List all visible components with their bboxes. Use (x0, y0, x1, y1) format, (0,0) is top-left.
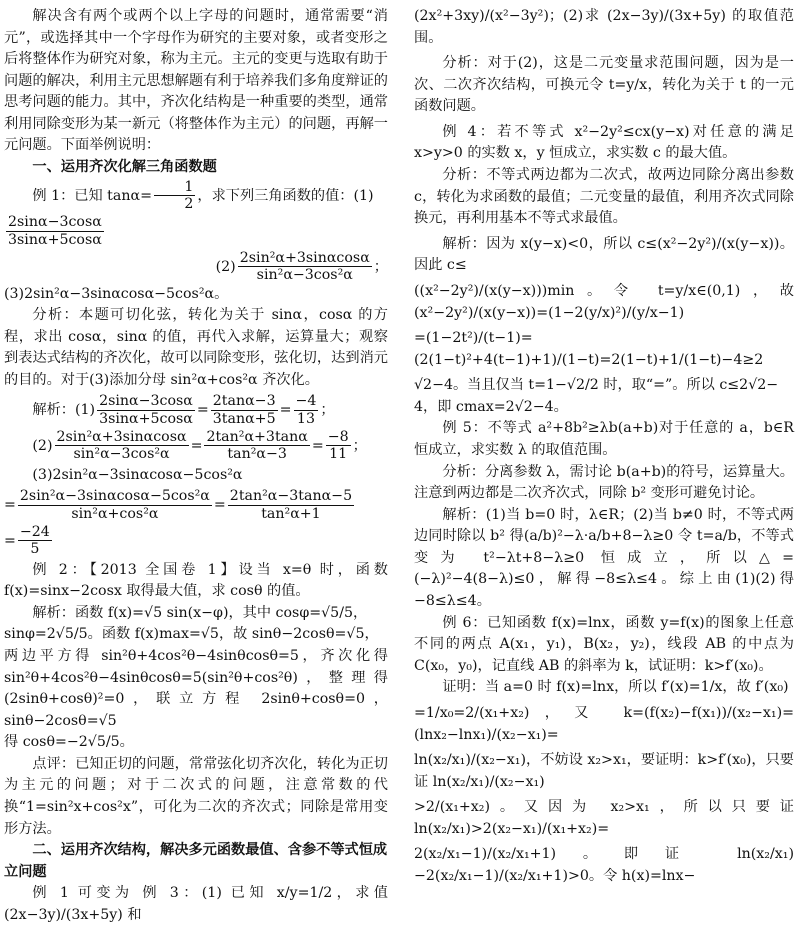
solution-1-part2: (2) $\frac{\text{2sin²α+3sinαcosα}}{\text{sin²α−3cos²α}}$ = $\frac{\text{2tan²α+3tanα}}{\text{tan²α−3}}$ = $\frac{-8}{11}$ ； (32, 429, 367, 463)
solution-1-part3-line2: = $\frac{\text{2sin²α−3sinαcosα−5cos²α}}{\text{sin²α+cos²α}}$ = $\frac{\text{2tan²α−3tanα−5}}{\text{tan²α+1}}$ (4, 488, 353, 522)
proof-line-3: ln(x₂/x₁)/(x₂−x₁)，不妨设 x₂>x₁，要证明：k>f′(x₀)，只要证 ln(x₂/x₁)/(x₂−x₁) (414, 752, 794, 790)
left-column (4, 6, 388, 927)
solution-1-part3-result: = $\frac{-24}{5}$ (4, 524, 50, 558)
example-3-statement: 例 1 可变为 例 3：(1) 已知 x/y=1/2，求值 (2x−3y)/(3x+5y) 和 (4, 885, 388, 923)
proof-line-1: 证明：当 a=0 时 f(x)=lnx，所以 f′(x)=1/x，故 f′(x₀) (442, 679, 789, 696)
section-heading-2: 二、运用齐次结构，解决多元函数最值、含参不等式恒成立问题 (4, 842, 388, 880)
comment-1: 点评：已知正切的问题，常常弦化切齐次化，转化为正切为主元的问题；对于二次式的问题，注意常数的代换“1=sin²x+cos²x”，可化为二次的齐次式；同除是常用变形方法。 (4, 755, 388, 837)
example-4-solution-3: =(1−2t²)/(t−1)=(2(1−t)²+4(t−1)+1)/(1−t)=2(1−t)+1/(1−t)−4≥2 (414, 330, 764, 368)
section-heading-1: 一、运用齐次化解三角函数题 (32, 159, 217, 176)
example-1-q1: $\frac{2\sin\alpha-3\cos\alpha}{3\sin\alpha+5\cos\alpha}$ (8, 214, 102, 248)
example-2-solution-2: sinφ=2√5/5。函数 f(x)max=√5，故 sinθ−2cosθ=√5， (4, 626, 379, 643)
analysis-3: 分析：对于(2)，这是二元变量求范围问题，因为是一次、二次齐次结构，可换元令 t=y/x，转化为关于 t 的一元函数问题。 (414, 55, 794, 115)
analysis-1: 分析：本题可切化弦，转化为关于 sinα，cosα 的方程，求出 cosα，sinα 的值，再代入求解，运算量大；观察到表达式结构的齐次化，故可以同除变形，弦化切，达到消元的目的。对于(3)添加分母 sin²α+cos²α 齐次化。 (4, 307, 388, 388)
solution-1-part3-line1: (3)2sin²α−3sinαcosα−5cos²α (32, 466, 243, 483)
example-2-solution-3: 两边平方得 sin²θ+4cos²θ−4sinθcosθ=5，齐次化得 sin²θ+4cos²θ−4sinθcosθ=5(sin²θ+cos²θ)，整理得(2sinθ+cosθ)²=0，联立方程 2sinθ+cosθ=0，sinθ−2cosθ=√5 (4, 648, 388, 729)
example-2-statement: 例 2：【2013 全国卷 1】设当 x=θ 时，函数 f(x)=sinx−2cosx 取得最大值，求 cosθ 的值。 (4, 561, 388, 600)
analysis-5: 分析：分离参数 λ，需讨论 b(a+b)的符号，运算量大。注意到两边都是二次齐次式，同除 b² 变形可避免讨论。 (414, 463, 794, 502)
intro-paragraph: 解决含有两个或两个以上字母的问题时，通常需要“消元”，或选择其中一个字母作为研究的主要对象，或者变形之后将整体作为研究对象，称为主元。主元的变更与选取有助于问题的解决，利用主元思想解题有利于培养我们多角度辩证的思考问题的能力。其中，齐次化结构是一种重要的类型，通常利用同除变形为某一新元（将整体作为主元）的问题，再解一元问题。下面举例说明： (4, 8, 388, 154)
proof-line-5: 2(x₂/x₁−1)/(x₂/x₁+1)。即证 ln(x₂/x₁)−2(x₂/x₁−1)/(x₂/x₁+1)>0。令 h(x)=lnx− (414, 846, 794, 884)
example-4-solution-1: 解析：因为 x(y−x)<0，所以 c≤(x²−2y²)/(x(y−x))。因此 c≤ (414, 235, 794, 274)
example-1-suffix: ，求下列三角函数的值：(1) (197, 187, 374, 204)
solution-1-part1: 解析：(1) $\frac{2\sin\alpha-3\cos\alpha}{3\sin\alpha+5\cos\alpha}$ = $\frac{2\tan\alpha-3}{3\tan\alpha+5}$ = $\frac{-4}{13}$ ； (32, 393, 335, 427)
example-4-solution-2: ((x²−2y²)/(x(y−x)))min。令 t=y/x∈(0,1)，故 (x²−2y²)/(x(y−x))=(1−2(y/x)²)/(y/x−1) (414, 282, 794, 321)
example-5-statement: 例 5：不等式 a²+8b²≥λb(a+b)对于任意的 a，b∈R 恒成立，求实数 λ 的取值范围。 (414, 420, 794, 458)
example-1-q2-q3: (2) $\frac{\text{2sin²α+3sinαcosα}}{\text{sin²α−3cos²α}}$ ；(3)2sin²α−3sinαcosα−5cos²α。 (4, 249, 388, 302)
example-4-solution-4: √2−4。当且仅当 t=1−√2/2 时，取“=”。所以 c≤2√2− (414, 377, 779, 394)
analysis-4: 分析：不等式两边都为二次式，故两边同除分离出参数 c，转化为求函数的最值；二元变量的最值，利用齐次式同除换元，再利用基本不等式求最值。 (414, 167, 794, 227)
example-6-statement: 例 6：已知函数 f(x)=lnx，函数 y=f(x)的图象上任意不同的两点 A(x₁，y₁)，B(x₂，y₂)，线段 AB 的中点为 C(x₀，y₀)，记直线 AB 的斜率为 k，试证明：k>f′(x₀)。 (414, 614, 794, 674)
right-column (414, 6, 794, 888)
example-1-prefix: 例 1：已知 tanα= (32, 187, 152, 204)
proof-line-2: =1/x₀=2/(x₁+x₂)，又 k=(f(x₂)−f(x₁))/(x₂−x₁)=(lnx₂−lnx₁)/(x₂−x₁)= (414, 704, 794, 743)
tan-fraction: $\frac{1}{2}$ (154, 179, 195, 213)
example-2-solution-1: 解析：函数 f(x)=√5 sin(x−φ)，其中 cosφ=√5/5， (32, 604, 368, 621)
example-1-statement (4, 179, 388, 213)
example-4-solution-5: 4，即 cmax=2√2−4。 (414, 398, 568, 415)
example-2-solution-4: 得 cosθ=−2√5/5。 (4, 734, 134, 751)
example-4-statement: 例 4：若不等式 x²−2y²≤cx(y−x)对任意的满足 x>y>0 的实数 x，y 恒成立，求实数 c 的最大值。 (414, 123, 794, 162)
proof-line-4: >2/(x₁+x₂)。又因为 x₂>x₁，所以只要证 ln(x₂/x₁)>2(x₂−x₁)/(x₁+x₂)= (414, 799, 794, 837)
example-3-continued: (2x²+3xy)/(x²−3y²)；(2)求 (2x−3y)/(3x+5y) 的取值范围。 (414, 8, 794, 46)
example-5-solution: 解析：(1)当 b=0 时，λ∈R；(2)当 b≠0 时，不等式两边同时除以 b² 得(a/b)²−λ·a/b+8−λ≥0 令 t=a/b，不等式变为 t²−λt+8−λ≥0 恒成立，所以△=(−λ)²−4(8−λ)≤0，解得−8≤λ≤4。综上由(1)(2)得−8≤λ≤4。 (414, 506, 794, 610)
